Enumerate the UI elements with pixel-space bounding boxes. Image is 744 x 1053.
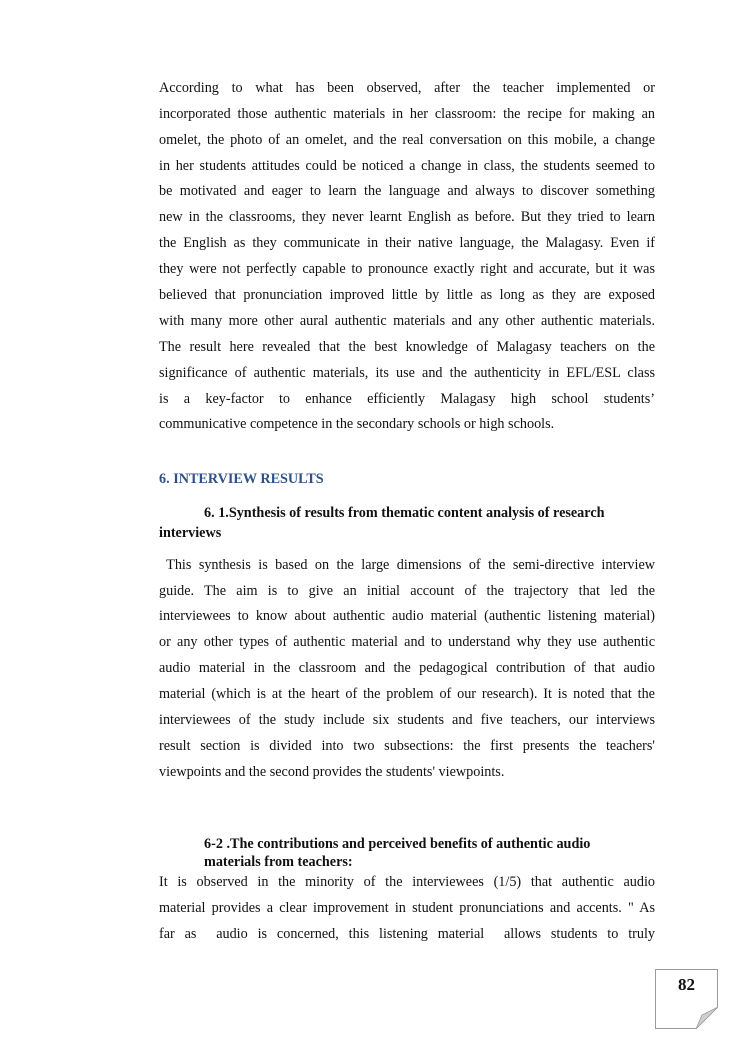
p1-line-13: is a key-factor to enhance efficiently Malagasy high school students’ [159, 391, 655, 407]
p1-line-12: significance of authentic materials, its use and the authenticity in EFL/ESL class [159, 365, 655, 381]
section-heading: 6. INTERVIEW RESULTS [159, 471, 324, 487]
p1-line-10: with many more other aural authentic materials and any other authentic materials. [159, 313, 655, 329]
p3-line-2: material provides a clear improvement in student pronunciations and accents. " As [159, 900, 655, 916]
p1-line-2: incorporated those authentic materials in her classroom: the recipe for making an [159, 106, 655, 122]
p2-line-7: interviewees of the study include six students and five teachers, our interviews [159, 712, 655, 728]
p2-line-2: guide. The aim is to give an initial account of the trajectory that led the [159, 583, 655, 599]
p3-line-3: far as audio is concerned, this listening material allows students to truly [159, 926, 655, 942]
p1-line-3: omelet, the photo of an omelet, and the real conversation on this mobile, a change [159, 132, 655, 148]
p1-line-14: communicative competence in the secondary schools or high schools. [159, 416, 555, 432]
p2-line-6: material (which is at the heart of the problem of our research). It is noted that the [159, 686, 655, 702]
subsection-2-title-cont: materials from teachers: [204, 854, 353, 870]
subsection-1-title: 6. 1.Synthesis of results from thematic content analysis of research [204, 505, 605, 521]
p2-line-4: or any other types of authentic material and to understand why they use authentic [159, 634, 655, 650]
p1-line-11: The result here revealed that the best knowledge of Malagasy teachers on the [159, 339, 655, 355]
p1-line-5: be motivated and eager to learn the language and always to discover something [159, 183, 655, 199]
page-number-box [655, 969, 718, 1029]
page-number: 82 [678, 975, 695, 994]
page-curl-icon [696, 1007, 718, 1029]
p1-line-9: believed that pronunciation improved little by little as long as they are exposed [159, 287, 655, 303]
p1-line-7: the English as they communicate in their native language, the Malagasy. Even if [159, 235, 655, 251]
p1-line-8: they were not perfectly capable to pronounce exactly right and accurate, but it was [159, 261, 655, 277]
p2-line-8: result section is divided into two subsections: the first presents the teachers' [159, 738, 655, 754]
p2-line-1: This synthesis is based on the large dimensions of the semi-directive interview [159, 557, 655, 573]
subsection-1-title-cont: interviews [159, 525, 222, 541]
p3-line-1: It is observed in the minority of the interviewees (1/5) that authentic audio [159, 874, 655, 890]
subsection-2-title: 6-2 .The contributions and perceived benefits of authentic audio [204, 836, 591, 852]
p2-line-3: interviewees to know about authentic audio material (authentic listening material) [159, 608, 655, 624]
p2-line-5: audio material in the classroom and the pedagogical contribution of that audio [159, 660, 655, 676]
p1-line-6: new in the classrooms, they never learnt English as before. But they tried to learn [159, 209, 655, 225]
p1-line-1: According to what has been observed, after the teacher implemented or [159, 80, 655, 96]
p2-line-9: viewpoints and the second provides the students' viewpoints. [159, 764, 505, 780]
p1-line-4: in her students attitudes could be noticed a change in class, the students seemed to [159, 158, 655, 174]
